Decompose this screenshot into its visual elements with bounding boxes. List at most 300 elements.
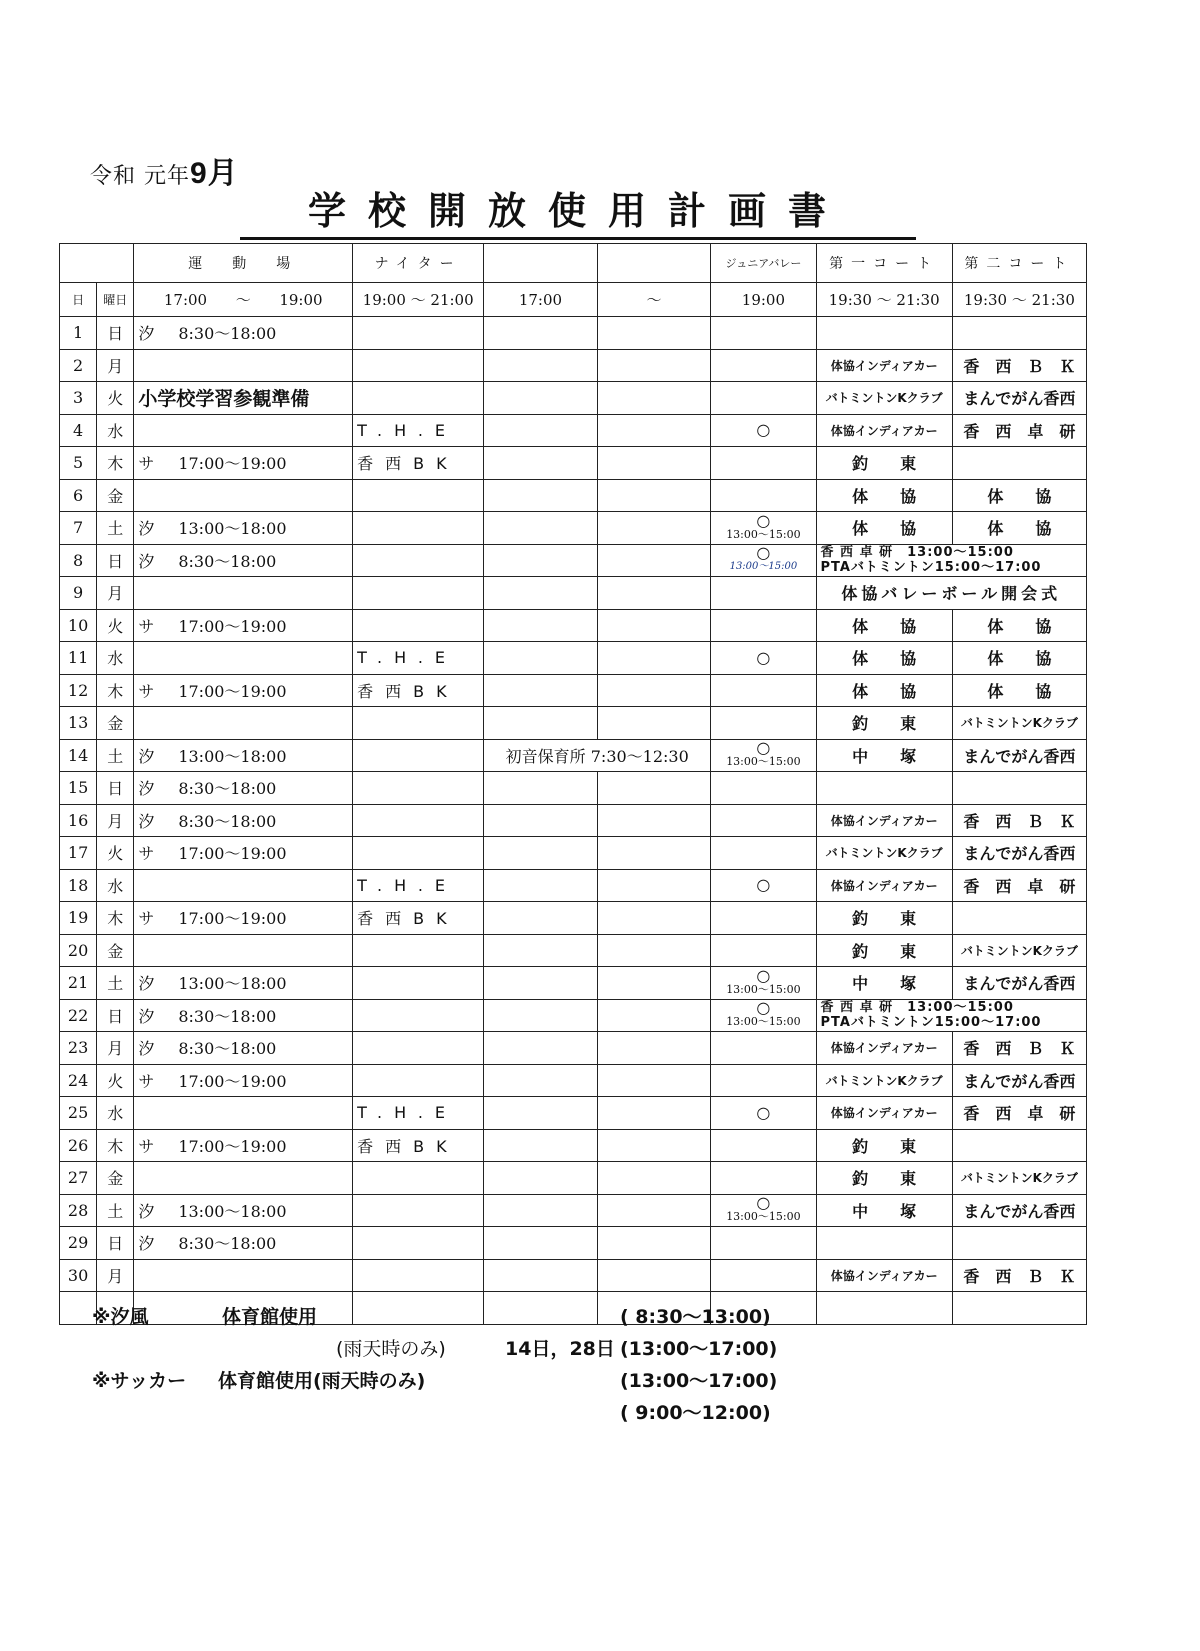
ground-cell <box>134 837 353 870</box>
ground-time: 17:00～19:00 <box>178 1136 287 1156</box>
table-row <box>60 1259 1087 1292</box>
blank-cell-3 <box>484 1292 598 1325</box>
table-row <box>60 642 1087 675</box>
ground-time: 8:30～18:00 <box>178 324 277 344</box>
nighter-cell <box>353 317 484 350</box>
col-nighter: ナイター <box>353 244 484 283</box>
table-row <box>60 317 1087 350</box>
ground-mark: 汐 <box>138 519 155 539</box>
junior-time: 13:00～15:00 <box>726 982 801 996</box>
ground-cell <box>134 1097 353 1130</box>
month-label: 9月 <box>190 157 239 190</box>
junior-cell <box>711 577 816 610</box>
day-cell: 24 <box>60 1064 97 1097</box>
weekday-cell: 日 <box>97 317 134 350</box>
junior-mark: ○ <box>756 999 771 1018</box>
junior-cell <box>711 1129 816 1162</box>
junior-mark: ○ <box>756 647 771 667</box>
ground-time: 17:00～19:00 <box>178 681 287 701</box>
day-cell: 26 <box>60 1129 97 1162</box>
note-shiokaze-use: 体育館使用 <box>222 1306 318 1328</box>
junior-cell <box>711 1097 816 1130</box>
court2-cell: 体 協 <box>952 642 1086 675</box>
weekday-cell: 土 <box>97 739 134 772</box>
ground-mark: 汐 <box>138 779 155 799</box>
blank-cell-4 <box>597 544 711 577</box>
day-cell: 5 <box>60 447 97 480</box>
weekday-cell: 火 <box>97 1064 134 1097</box>
extra-use-cell: 初音保育所 7:30～12:30 <box>484 739 711 772</box>
day-cell: 27 <box>60 1162 97 1195</box>
junior-mark: ○ <box>756 966 771 985</box>
court2-cell <box>952 1227 1086 1260</box>
day-cell: 28 <box>60 1194 97 1227</box>
ground-cell <box>134 999 353 1032</box>
schedule-table <box>59 243 1087 1325</box>
weekday-cell: 水 <box>97 869 134 902</box>
junior-time: 13:00～15:00 <box>726 755 801 769</box>
court2-cell: 香 西 Ｂ Ｋ <box>952 349 1086 382</box>
table-row <box>60 1064 1087 1097</box>
court1-cell: 体協インディアカー <box>816 349 952 382</box>
blank-cell-4 <box>597 479 711 512</box>
junior-cell <box>711 349 816 382</box>
blank-cell-4 <box>597 837 711 870</box>
weekday-cell: 月 <box>97 1032 134 1065</box>
table-row <box>60 999 1087 1032</box>
junior-cell <box>711 739 816 772</box>
ground-time: 13:00～18:00 <box>178 1201 287 1221</box>
nighter-cell <box>353 544 484 577</box>
ground-mark: サ <box>138 1071 155 1091</box>
table-row <box>60 674 1087 707</box>
table-row <box>60 544 1087 577</box>
court2-cell: バトミントンKクラブ <box>952 1162 1086 1195</box>
weekday-cell: 木 <box>97 447 134 480</box>
ground-time: 13:00～18:00 <box>178 746 287 766</box>
blank-cell-3 <box>484 837 598 870</box>
nighter-cell <box>353 1292 484 1325</box>
table-row <box>60 349 1087 382</box>
weekday-cell: 木 <box>97 674 134 707</box>
court1-cell: 体 協 <box>816 674 952 707</box>
junior-cell <box>711 642 816 675</box>
col-day: 日 <box>60 283 97 317</box>
nighter-cell <box>353 934 484 967</box>
nighter-cell: T.H.E <box>353 414 484 447</box>
table-row <box>60 739 1087 772</box>
ground-mark: サ <box>138 909 155 929</box>
table-row <box>60 447 1087 480</box>
court1-cell: 釣 東 <box>816 707 952 740</box>
court2-cell: まんでがん香西 <box>952 382 1086 415</box>
table-row <box>60 1162 1087 1195</box>
court2-cell: まんでがん香西 <box>952 1194 1086 1227</box>
court1-cell: 体 協 <box>816 642 952 675</box>
ground-cell <box>134 1032 353 1065</box>
junior-cell <box>711 1162 816 1195</box>
court2-cell: 体 協 <box>952 512 1086 545</box>
table-row <box>60 1097 1087 1130</box>
court2-cell <box>952 902 1086 935</box>
junior-cell <box>711 772 816 805</box>
table-row <box>60 577 1087 610</box>
nighter-cell <box>353 1064 484 1097</box>
ground-time-tilde: ～ <box>235 291 251 309</box>
day-cell: 16 <box>60 804 97 837</box>
court1-cell: 釣 東 <box>816 1129 952 1162</box>
table-row <box>60 869 1087 902</box>
table-row <box>60 772 1087 805</box>
court1-cell: 体協インディアカー <box>816 1097 952 1130</box>
court-both-line1: 香 西 卓 研 13:00～15:00 <box>820 545 1014 561</box>
ground-cell <box>134 609 353 642</box>
court2-cell: まんでがん香西 <box>952 837 1086 870</box>
ground-time: 8:30～18:00 <box>178 779 277 799</box>
court1-cell <box>816 1227 952 1260</box>
junior-cell <box>711 609 816 642</box>
ground-cell <box>134 544 353 577</box>
blank-cell-4 <box>597 382 711 415</box>
blank-cell-3 <box>484 479 598 512</box>
blank-cell-4 <box>597 447 711 480</box>
blank-cell-4 <box>597 1097 711 1130</box>
nighter-cell <box>353 1032 484 1065</box>
ground-cell <box>134 349 353 382</box>
blank-cell-4 <box>597 317 711 350</box>
ground-cell <box>134 1129 353 1162</box>
day-cell: 15 <box>60 772 97 805</box>
col-court2: 第二コート <box>952 244 1086 283</box>
blank-cell-3 <box>484 349 598 382</box>
junior-time: 19:00 <box>711 283 816 317</box>
nighter-cell <box>353 967 484 1000</box>
note-shiokaze-time: ( 8:30～13:00) <box>620 1306 771 1328</box>
weekday-cell: 月 <box>97 804 134 837</box>
day-cell: 22 <box>60 999 97 1032</box>
junior-mark: ○ <box>756 739 771 758</box>
nighter-cell <box>353 479 484 512</box>
blank-cell-4 <box>597 869 711 902</box>
junior-cell <box>711 1194 816 1227</box>
blank-cell-4 <box>597 1064 711 1097</box>
ground-time: 8:30～18:00 <box>178 811 277 831</box>
ground-note-cell: 小学校学習参観準備 <box>134 382 353 415</box>
junior-cell <box>711 674 816 707</box>
junior-mark: ○ <box>756 1102 771 1122</box>
table-row <box>60 707 1087 740</box>
table-row <box>60 1227 1087 1260</box>
blank-cell-4 <box>597 577 711 610</box>
ground-cell <box>134 317 353 350</box>
court1-cell: 体協インディアカー <box>816 1032 952 1065</box>
weekday-cell: 土 <box>97 967 134 1000</box>
weekday-cell: 水 <box>97 414 134 447</box>
ground-cell <box>134 902 353 935</box>
nighter-cell <box>353 739 484 772</box>
blank-cell-4 <box>597 609 711 642</box>
nighter-cell <box>353 999 484 1032</box>
ground-cell <box>134 674 353 707</box>
day-cell: 23 <box>60 1032 97 1065</box>
junior-mark: ○ <box>756 420 771 440</box>
ground-mark: 汐 <box>138 974 155 994</box>
blank-cell-3 <box>484 447 598 480</box>
blank-cell-3 <box>484 609 598 642</box>
court1-cell: 釣 東 <box>816 934 952 967</box>
blank-cell-4 <box>597 999 711 1032</box>
court2-cell: 香 西 卓 研 <box>952 414 1086 447</box>
weekday-cell: 日 <box>97 544 134 577</box>
junior-cell <box>711 317 816 350</box>
court1-cell: 体 協 <box>816 512 952 545</box>
junior-cell <box>711 1064 816 1097</box>
day-cell: 30 <box>60 1259 97 1292</box>
court1-cell: 中 塚 <box>816 967 952 1000</box>
blank-cell-4 <box>597 1129 711 1162</box>
blank-cell-3 <box>484 999 598 1032</box>
ground-time: 8:30～18:00 <box>178 551 277 571</box>
nighter-cell: 香西BK <box>353 447 484 480</box>
court1-cell: 釣 東 <box>816 902 952 935</box>
ground-mark: 汐 <box>138 811 155 831</box>
court2-time: 19:30 ～ 21:30 <box>952 283 1086 317</box>
junior-cell <box>711 999 816 1032</box>
note-shiokaze-label: ※汐風 <box>92 1306 149 1328</box>
blank-cell-3 <box>484 1064 598 1097</box>
ground-time <box>134 283 353 317</box>
ground-cell <box>134 934 353 967</box>
ground-cell <box>134 869 353 902</box>
blank-cell-3 <box>484 1162 598 1195</box>
nighter-cell <box>353 772 484 805</box>
junior-mark: ○ <box>756 875 771 895</box>
ground-cell <box>134 739 353 772</box>
court2-cell: まんでがん香西 <box>952 739 1086 772</box>
court1-cell: 中 塚 <box>816 1194 952 1227</box>
junior-cell <box>711 447 816 480</box>
weekday-cell: 水 <box>97 1097 134 1130</box>
junior-cell <box>711 414 816 447</box>
ground-mark: サ <box>138 1136 155 1156</box>
col-court1: 第一コート <box>816 244 952 283</box>
court-both-line2: PTAバトミントン15:00～17:00 <box>820 1015 1042 1031</box>
court1-cell: バトミントンKクラブ <box>816 382 952 415</box>
court2-cell: 体 協 <box>952 609 1086 642</box>
blank-cell-4 <box>597 1194 711 1227</box>
blank-cell-3 <box>484 544 598 577</box>
weekday-cell: 月 <box>97 1259 134 1292</box>
court2-cell <box>952 1292 1086 1325</box>
junior-mark: ○ <box>756 544 771 563</box>
day-cell: 21 <box>60 967 97 1000</box>
nighter-cell <box>353 512 484 545</box>
nighter-cell: T.H.E <box>353 642 484 675</box>
ground-cell <box>134 772 353 805</box>
junior-cell <box>711 382 816 415</box>
court-both-cell <box>816 999 1086 1032</box>
mid-time-tilde: ～ <box>597 283 711 317</box>
court1-cell: 中 塚 <box>816 739 952 772</box>
court1-cell: 釣 東 <box>816 447 952 480</box>
court-both-cell: 体協バレーボール開会式 <box>816 577 1086 610</box>
blank-cell-3 <box>484 707 598 740</box>
blank-cell-4 <box>597 674 711 707</box>
court-both-line2: PTAバトミントン15:00～17:00 <box>820 560 1042 576</box>
blank-cell-4 <box>597 642 711 675</box>
ground-time: 8:30～18:00 <box>178 1234 277 1254</box>
nighter-cell <box>353 804 484 837</box>
weekday-cell: 土 <box>97 1194 134 1227</box>
weekday-cell: 火 <box>97 609 134 642</box>
ground-mark: サ <box>138 844 155 864</box>
blank-cell-3 <box>484 577 598 610</box>
blank-cell-3 <box>484 967 598 1000</box>
court2-cell: まんでがん香西 <box>952 967 1086 1000</box>
ground-mark: サ <box>138 681 155 701</box>
court2-cell: バトミントンKクラブ <box>952 934 1086 967</box>
day-cell: 19 <box>60 902 97 935</box>
ground-time: 17:00～19:00 <box>178 844 287 864</box>
day-cell: 29 <box>60 1227 97 1260</box>
junior-cell <box>711 1032 816 1065</box>
blank-cell-4 <box>597 414 711 447</box>
header-row-names <box>60 244 1087 283</box>
ground-cell <box>134 1162 353 1195</box>
table-row <box>60 902 1087 935</box>
court1-cell: 体協インディアカー <box>816 1259 952 1292</box>
ground-mark: 汐 <box>138 1006 155 1026</box>
blank-cell-3 <box>484 869 598 902</box>
weekday-cell: 日 <box>97 999 134 1032</box>
ground-mark: 汐 <box>138 1201 155 1221</box>
table-row <box>60 479 1087 512</box>
mid-time-from: 17:00 <box>484 283 598 317</box>
note-rain-time: (13:00～17:00) <box>620 1338 778 1360</box>
nighter-cell <box>353 609 484 642</box>
nighter-cell <box>353 1259 484 1292</box>
day-cell: 6 <box>60 479 97 512</box>
nighter-cell: 香西BK <box>353 902 484 935</box>
table-row <box>60 1032 1087 1065</box>
court1-cell: 体協インディアカー <box>816 804 952 837</box>
ground-time: 17:00～19:00 <box>178 454 287 474</box>
junior-cell <box>711 869 816 902</box>
weekday-cell: 金 <box>97 707 134 740</box>
nighter-cell: 香西BK <box>353 674 484 707</box>
court2-cell: 体 協 <box>952 674 1086 707</box>
day-cell: 8 <box>60 544 97 577</box>
day-cell: 11 <box>60 642 97 675</box>
blank-cell-4 <box>597 512 711 545</box>
day-cell: 12 <box>60 674 97 707</box>
blank-cell-4 <box>597 804 711 837</box>
day-cell: 18 <box>60 869 97 902</box>
junior-mark: ○ <box>756 1194 771 1213</box>
junior-mark: ○ <box>756 511 771 530</box>
nighter-cell: T.H.E <box>353 1097 484 1130</box>
weekday-cell: 金 <box>97 479 134 512</box>
court1-cell: 体 協 <box>816 609 952 642</box>
day-cell: 20 <box>60 934 97 967</box>
blank-cell-4 <box>597 1162 711 1195</box>
blank-cell-3 <box>484 934 598 967</box>
blank-cell-3 <box>484 642 598 675</box>
col-junior: ジュニアバレー <box>711 244 816 283</box>
junior-time: 13:00～15:00 <box>726 1210 801 1224</box>
blank-cell-3 <box>484 1194 598 1227</box>
table-row <box>60 1194 1087 1227</box>
weekday-cell: 月 <box>97 577 134 610</box>
day-cell: 3 <box>60 382 97 415</box>
ground-mark: サ <box>138 616 155 636</box>
ground-cell <box>134 414 353 447</box>
ground-mark: 汐 <box>138 324 155 344</box>
weekday-cell: 金 <box>97 934 134 967</box>
ground-cell <box>134 1194 353 1227</box>
table-row <box>60 609 1087 642</box>
junior-cell <box>711 837 816 870</box>
court1-cell <box>816 1292 952 1325</box>
ground-cell <box>134 642 353 675</box>
blank-cell-3 <box>484 674 598 707</box>
junior-cell <box>711 707 816 740</box>
col-blank-3 <box>484 244 598 283</box>
junior-handwritten-time: 13:00～15:00 <box>729 561 798 573</box>
table-row <box>60 414 1087 447</box>
day-cell: 7 <box>60 512 97 545</box>
table-row <box>60 934 1087 967</box>
blank-cell-4 <box>597 1032 711 1065</box>
nighter-cell <box>353 382 484 415</box>
blank-cell-4 <box>597 707 711 740</box>
nighter-cell <box>353 707 484 740</box>
header-row-times <box>60 283 1087 317</box>
court2-cell: 体 協 <box>952 479 1086 512</box>
day-cell: 1 <box>60 317 97 350</box>
blank-cell-3 <box>484 1227 598 1260</box>
weekday-cell: 日 <box>97 1227 134 1260</box>
court2-cell <box>952 772 1086 805</box>
note-rain-only: (雨天時のみ) <box>336 1338 446 1360</box>
junior-cell <box>711 479 816 512</box>
nighter-cell <box>353 1227 484 1260</box>
junior-cell <box>711 967 816 1000</box>
ground-time-to: 19:00 <box>279 291 323 309</box>
blank-cell-3 <box>484 804 598 837</box>
blank-cell-4 <box>597 349 711 382</box>
junior-time: 13:00～15:00 <box>726 527 801 541</box>
ground-time: 8:30～18:00 <box>178 1006 277 1026</box>
court2-cell <box>952 1129 1086 1162</box>
junior-cell <box>711 544 816 577</box>
blank-cell-4 <box>597 1259 711 1292</box>
note-soccer-use: 体育館使用(雨天時のみ) <box>218 1370 426 1392</box>
col-ground: 運 動 場 <box>134 244 353 283</box>
day-cell: 2 <box>60 349 97 382</box>
ground-mark: 汐 <box>138 551 155 571</box>
col-blank-4 <box>597 244 711 283</box>
junior-cell <box>711 512 816 545</box>
court1-cell: バトミントンKクラブ <box>816 1064 952 1097</box>
nighter-cell <box>353 577 484 610</box>
blank-cell-3 <box>484 1129 598 1162</box>
day-cell: 25 <box>60 1097 97 1130</box>
table-row <box>60 1129 1087 1162</box>
blank-cell-3 <box>484 382 598 415</box>
court2-cell: バトミントンKクラブ <box>952 707 1086 740</box>
note-rain-days: 14日，28日 <box>505 1338 615 1360</box>
